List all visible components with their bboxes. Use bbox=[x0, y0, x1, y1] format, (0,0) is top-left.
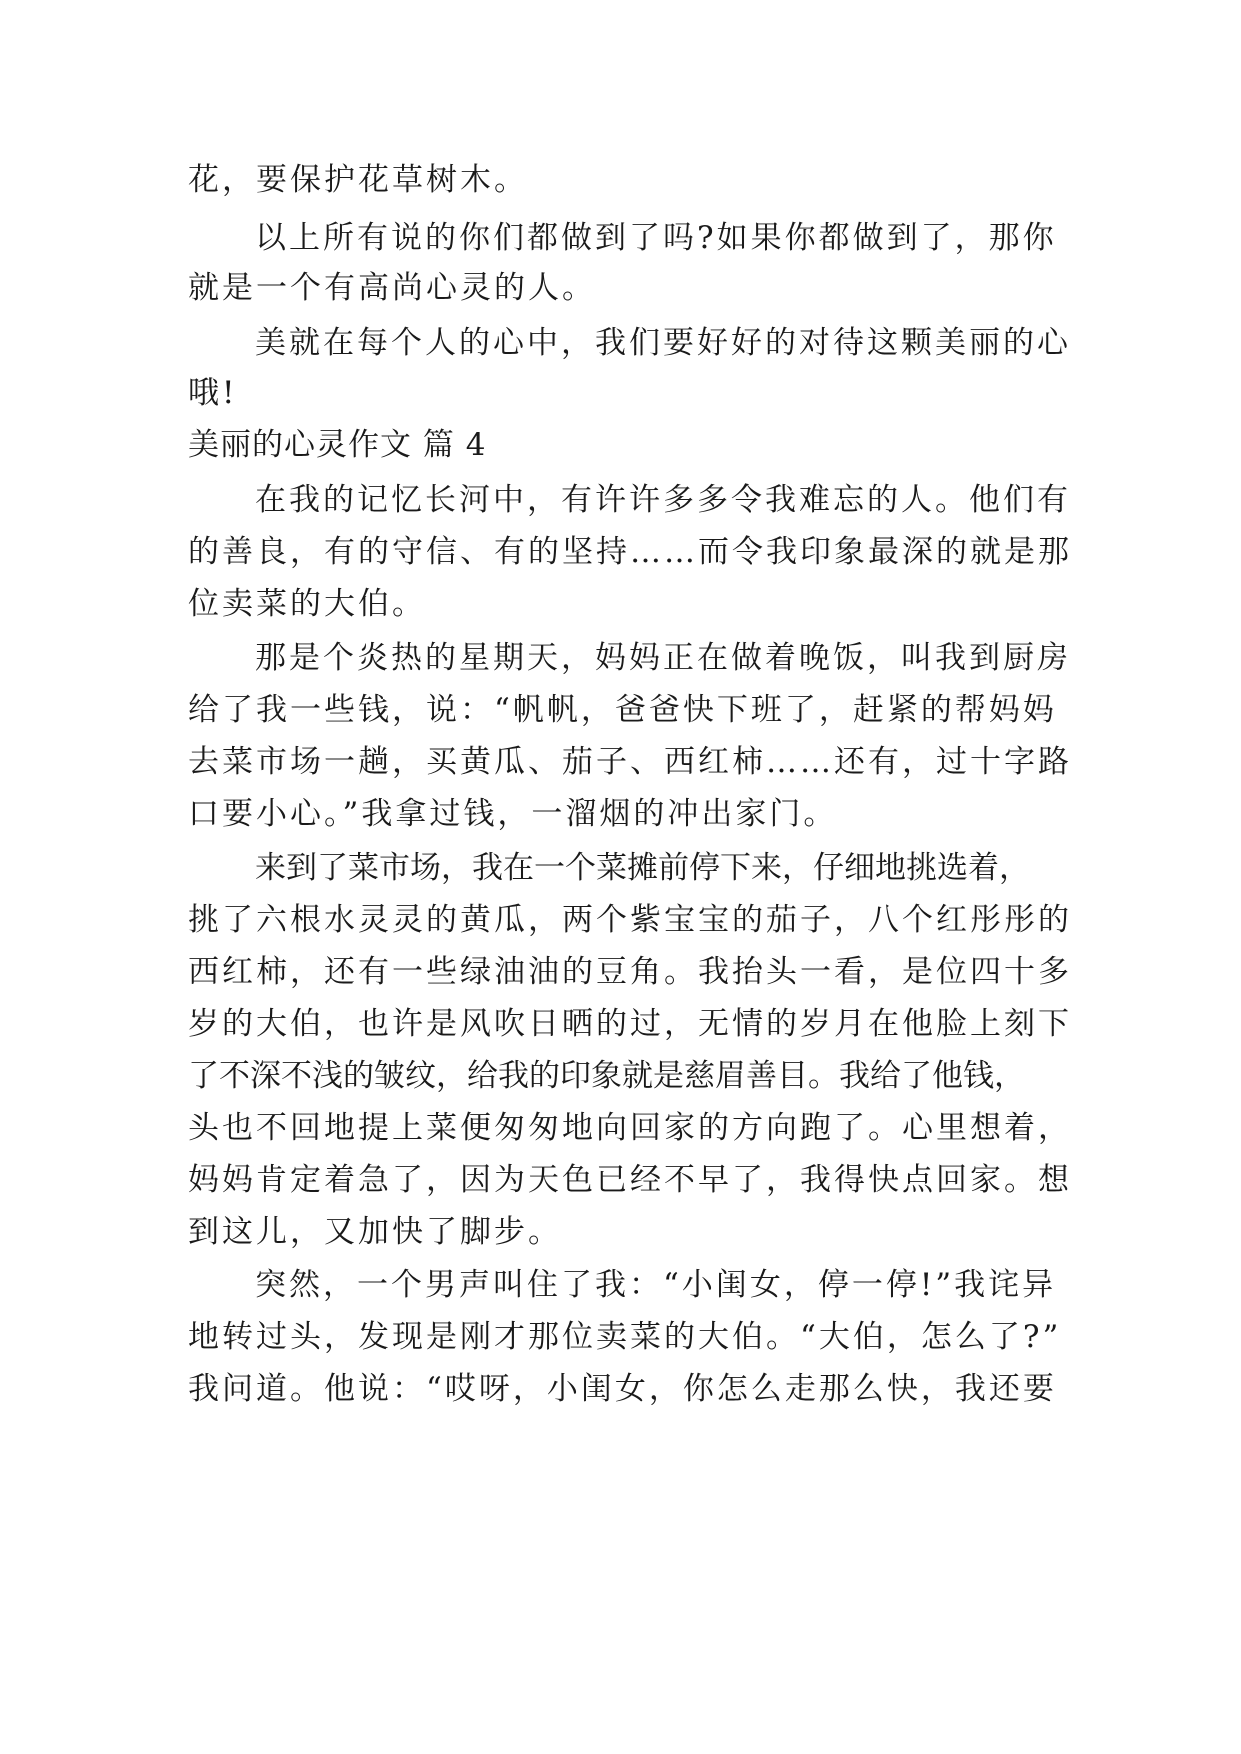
text-line: 我问道。他说：“哎呀，小闺女，你怎么走那么快，我还要 bbox=[188, 1371, 1057, 1407]
section-heading: 美丽的心灵作文 篇 4 bbox=[188, 427, 487, 463]
text-line: 给了我一些钱，说：“帆帆，爸爸快下班了，赶紧的帮妈妈 bbox=[188, 692, 1057, 728]
text-line: 口要小心。”我拿过钱，一溜烟的冲出家门。 bbox=[188, 796, 838, 832]
text-line: 哦! bbox=[188, 375, 238, 411]
text-line: 妈妈肯定着急了，因为天色已经不早了，我得快点回家。想 bbox=[188, 1162, 1072, 1198]
text-line: 到这儿，又加快了脚步。 bbox=[188, 1214, 562, 1250]
text-line: 西红柿，还有一些绿油油的豆角。我抬头一看，是位四十多 bbox=[188, 954, 1072, 990]
text-line: 花，要保护花草树木。 bbox=[188, 162, 528, 198]
text-line: 挑了六根水灵灵的黄瓜，两个紫宝宝的茄子，八个红彤彤的 bbox=[188, 902, 1072, 938]
paragraph-start: 以上所有说的你们都做到了吗?如果你都做到了，那你 bbox=[255, 220, 1057, 256]
text-line: 头也不回地提上菜便匆匆地向回家的方向跑了。心里想着， bbox=[188, 1110, 1072, 1146]
text-line: 就是一个有高尚心灵的人。 bbox=[188, 270, 596, 306]
paragraph-start: 来到了菜市场，我在一个菜摊前停下来，仔细地挑选着， bbox=[255, 850, 1030, 886]
text-line: 岁的大伯，也许是风吹日晒的过，无情的岁月在他脸上刻下 bbox=[188, 1006, 1072, 1042]
text-line: 了不深不浅的皱纹，给我的印象就是慈眉善目。我给了他钱， bbox=[188, 1058, 1025, 1094]
text-line: 地转过头，发现是刚才那位卖菜的大伯。“大伯，怎么了?” bbox=[188, 1319, 1062, 1355]
paragraph-start: 那是个炎热的星期天，妈妈正在做着晚饭，叫我到厨房 bbox=[255, 640, 1071, 676]
text-line: 的善良，有的守信、有的坚持……而令我印象最深的就是那 bbox=[188, 534, 1072, 570]
paragraph-start: 在我的记忆长河中，有许许多多令我难忘的人。他们有 bbox=[255, 482, 1071, 518]
text-line: 位卖菜的大伯。 bbox=[188, 586, 426, 622]
paragraph-start: 突然，一个男声叫住了我：“小闺女，停一停!”我诧异 bbox=[255, 1267, 1057, 1303]
text-line: 去菜市场一趟，买黄瓜、茄子、西红柿……还有，过十字路 bbox=[188, 744, 1072, 780]
paragraph-start: 美就在每个人的心中，我们要好好的对待这颗美丽的心 bbox=[255, 325, 1071, 361]
